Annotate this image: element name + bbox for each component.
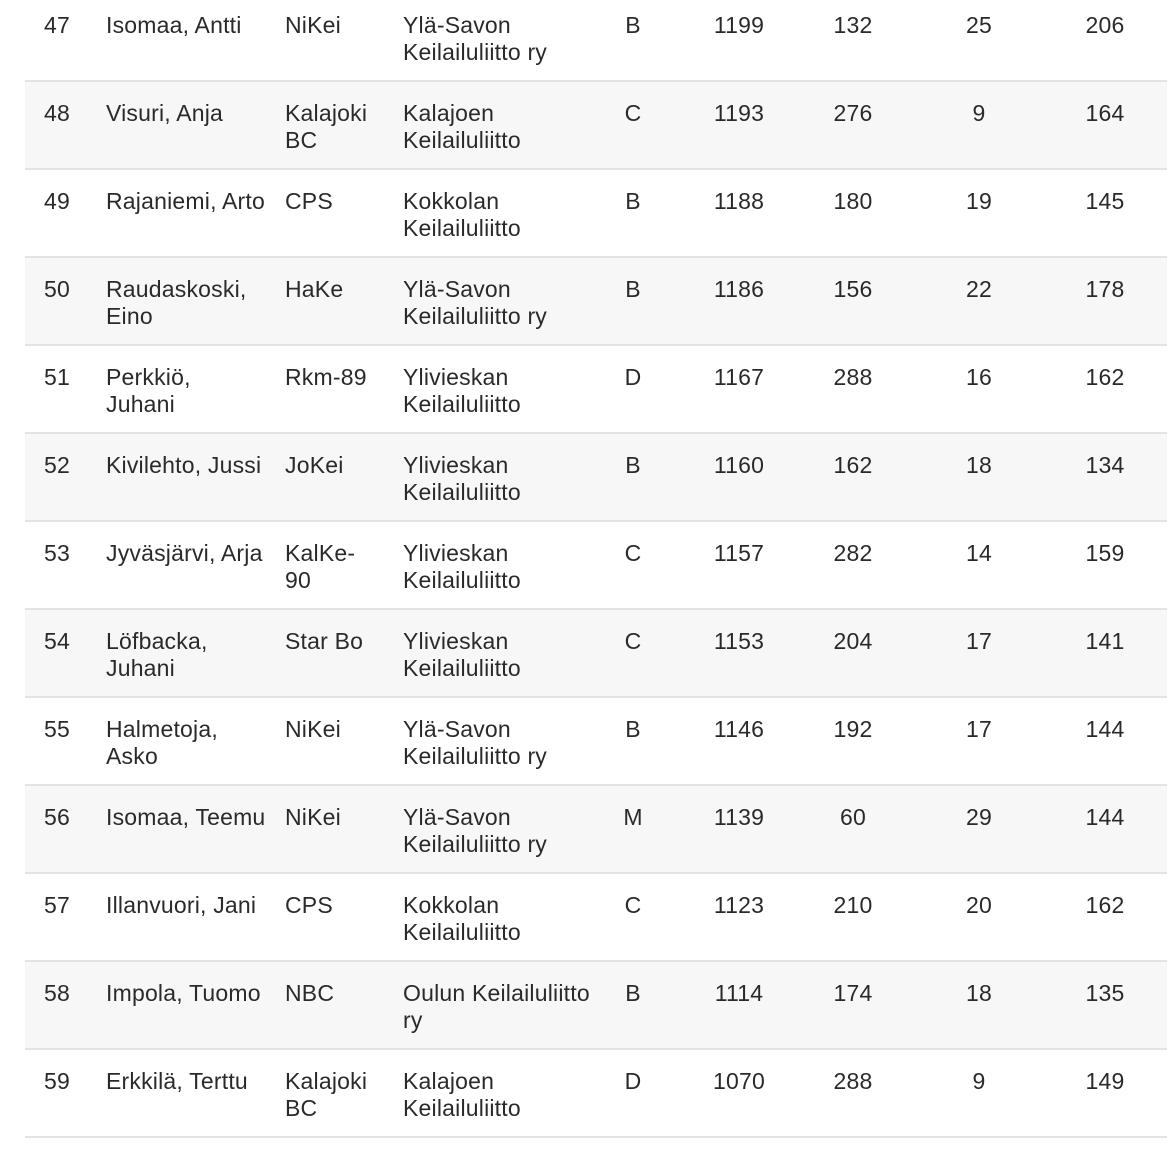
player-name-cell: Halmetoja, Asko (106, 716, 218, 769)
table-row (25, 698, 1167, 786)
value-cell-1: 174 (833, 980, 873, 1006)
value-cell-2: 17 (966, 716, 992, 742)
value-cell-3: 178 (1085, 276, 1125, 302)
value-cell-2: 19 (966, 188, 992, 214)
player-name-cell: Isomaa, Antti (106, 12, 242, 38)
class-cell: B (625, 980, 641, 1006)
value-cell-1: 276 (833, 100, 873, 126)
class-cell: C (624, 628, 642, 654)
class-cell: B (625, 716, 641, 742)
club-cell: Kalajoki BC (285, 100, 368, 153)
total-cell: 1139 (713, 804, 765, 830)
rank-cell: 51 (44, 364, 70, 390)
club-cell: Rkm-89 (285, 364, 367, 390)
class-cell: C (624, 100, 642, 126)
player-name-cell: Erkkilä, Terttu (106, 1068, 248, 1094)
value-cell-1: 60 (840, 804, 866, 830)
table-row (25, 0, 1167, 82)
table-row (25, 346, 1167, 434)
class-cell: B (625, 12, 641, 38)
value-cell-1: 180 (833, 188, 873, 214)
rank-cell: 56 (44, 804, 70, 830)
total-cell: 1199 (713, 12, 765, 38)
club-cell: NBC (285, 980, 335, 1006)
class-cell: C (624, 892, 642, 918)
value-cell-3: 144 (1085, 716, 1125, 742)
class-cell: C (624, 540, 642, 566)
table-row (25, 522, 1167, 610)
association-cell: Ylivieskan Keilailuliitto (403, 364, 521, 417)
total-cell: 1193 (713, 100, 765, 126)
rank-cell: 57 (44, 892, 70, 918)
rank-cell: 54 (44, 628, 70, 654)
value-cell-1: 204 (833, 628, 873, 654)
total-cell: 1167 (713, 364, 765, 390)
total-cell: 1146 (713, 716, 765, 742)
class-cell: M (623, 804, 643, 830)
rank-cell: 49 (44, 188, 70, 214)
club-cell: CPS (285, 188, 333, 214)
association-cell: Kokkolan Keilailuliitto (403, 892, 521, 945)
club-cell: NiKei (285, 804, 341, 830)
value-cell-1: 162 (833, 452, 873, 478)
player-name-cell: Perkkiö, Juhani (106, 364, 191, 417)
value-cell-2: 9 (972, 1068, 986, 1094)
association-cell: Ylä-Savon Keilailuliitto ry (403, 804, 548, 857)
value-cell-3: 145 (1085, 188, 1125, 214)
value-cell-3: 164 (1085, 100, 1125, 126)
class-cell: D (624, 1068, 642, 1094)
class-cell: D (624, 364, 642, 390)
association-cell: Kalajoen Keilailuliitto (403, 100, 521, 153)
value-cell-2: 22 (966, 276, 992, 302)
value-cell-2: 25 (966, 12, 992, 38)
value-cell-2: 16 (966, 364, 992, 390)
value-cell-2: 18 (966, 980, 992, 1006)
player-name-cell: Isomaa, Teemu (106, 804, 266, 830)
total-cell: 1188 (713, 188, 765, 214)
club-cell: JoKei (285, 452, 344, 478)
total-cell: 1160 (713, 452, 765, 478)
association-cell: Kalajoen Keilailuliitto (403, 1068, 521, 1121)
player-name-cell: Raudaskoski, Eino (106, 276, 247, 329)
player-name-cell: Löfbacka, Juhani (106, 628, 208, 681)
value-cell-2: 9 (972, 100, 986, 126)
club-cell: NiKei (285, 12, 341, 38)
association-cell: Oulun Keilailuliitto ry (403, 980, 590, 1033)
value-cell-1: 132 (833, 12, 873, 38)
rank-cell: 48 (44, 100, 70, 126)
value-cell-3: 206 (1085, 12, 1125, 38)
value-cell-3: 144 (1085, 804, 1125, 830)
value-cell-3: 149 (1085, 1068, 1125, 1094)
table-row (25, 962, 1167, 1050)
class-cell: B (625, 452, 641, 478)
club-cell: Kalajoki BC (285, 1068, 368, 1121)
value-cell-2: 14 (966, 540, 992, 566)
table-row (25, 874, 1167, 962)
player-name-cell: Kivilehto, Jussi (106, 452, 262, 478)
table-row (25, 1050, 1167, 1138)
value-cell-1: 156 (833, 276, 873, 302)
club-cell: NiKei (285, 716, 341, 742)
class-cell: B (625, 276, 641, 302)
player-name-cell: Illanvuori, Jani (106, 892, 257, 918)
total-cell: 1070 (713, 1068, 765, 1094)
table-row (25, 258, 1167, 346)
value-cell-2: 29 (966, 804, 992, 830)
rank-cell: 58 (44, 980, 70, 1006)
value-cell-3: 159 (1085, 540, 1125, 566)
table-row (25, 610, 1167, 698)
association-cell: Kokkolan Keilailuliitto (403, 188, 521, 241)
association-cell: Ylä-Savon Keilailuliitto ry (403, 12, 548, 65)
value-cell-3: 162 (1085, 892, 1125, 918)
club-cell: KalKe-90 (285, 540, 356, 593)
value-cell-1: 210 (833, 892, 873, 918)
association-cell: Ylä-Savon Keilailuliitto ry (403, 716, 548, 769)
rank-cell: 53 (44, 540, 70, 566)
player-name-cell: Jyväsjärvi, Arja (106, 540, 263, 566)
rank-cell: 50 (44, 276, 70, 302)
value-cell-3: 141 (1085, 628, 1125, 654)
club-cell: HaKe (285, 276, 344, 302)
total-cell: 1123 (713, 892, 765, 918)
value-cell-2: 18 (966, 452, 992, 478)
table-row (25, 434, 1167, 522)
total-cell: 1186 (713, 276, 765, 302)
value-cell-1: 282 (833, 540, 873, 566)
player-name-cell: Impola, Tuomo (106, 980, 261, 1006)
table-row (25, 786, 1167, 874)
association-cell: Ylivieskan Keilailuliitto (403, 452, 521, 505)
value-cell-1: 288 (833, 1068, 873, 1094)
rank-cell: 47 (44, 12, 70, 38)
value-cell-1: 288 (833, 364, 873, 390)
results-table (25, 0, 1167, 1138)
player-name-cell: Rajaniemi, Arto (106, 188, 265, 214)
association-cell: Ylivieskan Keilailuliitto (403, 628, 521, 681)
player-name-cell: Visuri, Anja (106, 100, 224, 126)
table-row (25, 82, 1167, 170)
club-cell: CPS (285, 892, 333, 918)
total-cell: 1157 (713, 540, 765, 566)
club-cell: Star Bo (285, 628, 364, 654)
value-cell-3: 134 (1085, 452, 1125, 478)
rank-cell: 59 (44, 1068, 70, 1094)
value-cell-1: 192 (833, 716, 873, 742)
value-cell-3: 135 (1085, 980, 1125, 1006)
class-cell: B (625, 188, 641, 214)
value-cell-2: 20 (966, 892, 992, 918)
table-row (25, 170, 1167, 258)
value-cell-2: 17 (966, 628, 992, 654)
rank-cell: 55 (44, 716, 70, 742)
association-cell: Ylivieskan Keilailuliitto (403, 540, 521, 593)
association-cell: Ylä-Savon Keilailuliitto ry (403, 276, 548, 329)
value-cell-3: 162 (1085, 364, 1125, 390)
total-cell: 1153 (713, 628, 765, 654)
rank-cell: 52 (44, 452, 70, 478)
total-cell: 1114 (714, 980, 764, 1006)
